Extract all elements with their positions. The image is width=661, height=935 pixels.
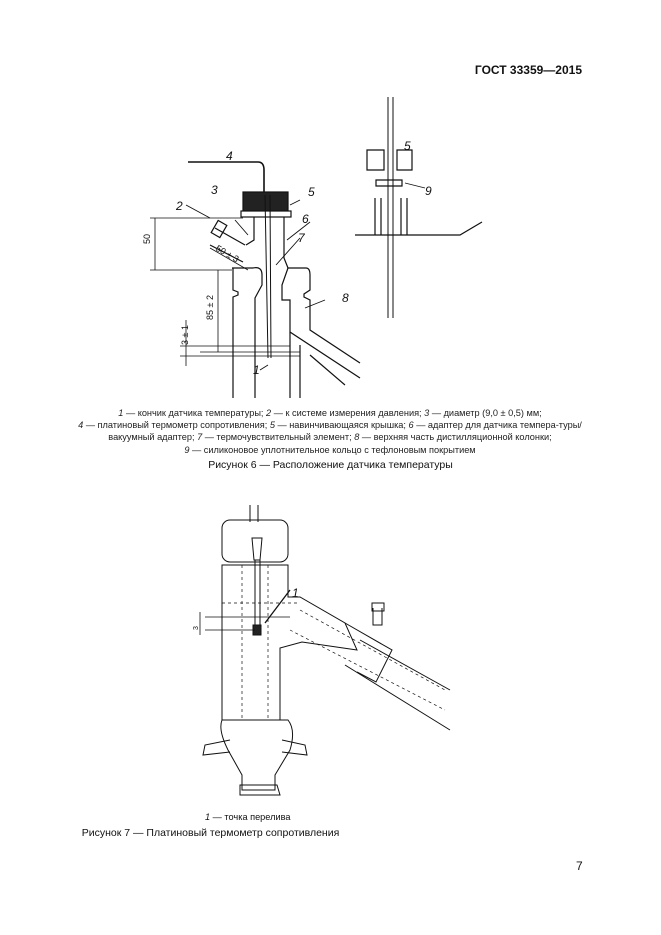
svg-text:50 ± 3: 50 ± 3 [214, 243, 241, 265]
callout-1: 1 [253, 363, 260, 377]
callout-3: 3 [211, 183, 218, 197]
callout-1-fig7: 1 [292, 586, 299, 600]
legend-item-3: 3 — диаметр (9,0 ± 0,5) мм; [424, 408, 542, 418]
callout-4: 4 [226, 149, 233, 163]
callout-7: 7 [298, 231, 305, 245]
svg-text:85 ± 2: 85 ± 2 [205, 295, 215, 320]
callout-6: 6 [302, 212, 309, 226]
callout-2: 2 [176, 199, 183, 213]
legend-item-4: 4 — платиновый термометр сопротивления; [78, 420, 270, 431]
document-standard-header: ГОСТ 33359—2015 [474, 63, 582, 77]
callout-9: 9 [425, 184, 432, 198]
svg-text:3: 3 [193, 626, 200, 630]
legend-item-1: 1 — кончик датчика температуры; [118, 408, 267, 418]
legend-item-7: 7 — термочувствительный элемент; [197, 432, 355, 443]
callout-5-detail: 5 [404, 139, 411, 153]
figure-6-caption: Рисунок 6 — Расположение датчика температуры [208, 459, 453, 471]
page-number: 7 [576, 859, 583, 873]
legend-item-9: 9 — силиконовое уплотнительное кольцо с тефлоновым покрытием [184, 444, 476, 455]
svg-text:50: 50 [142, 233, 152, 244]
legend-item-5: 5 — навинчивающаяся крышка; [269, 420, 409, 431]
legend-item-8: 8 — верхняя часть дистилляционной колонки; [354, 432, 552, 443]
figure-7-legend: 1 — точка перелива [205, 812, 291, 822]
callout-5: 5 [308, 185, 315, 199]
svg-text:3 ± 1: 3 ± 1 [180, 325, 190, 345]
callout-8: 8 [342, 291, 349, 305]
legend-item-2: 2 — к системе измерения давления; [266, 408, 425, 418]
legend-item-6: 6 — адаптер для датчика темпера-туры/вакуумный адаптер; [108, 420, 582, 443]
figure-7-caption: Рисунок 7 — Платиновый термометр сопротивления [81, 827, 340, 839]
